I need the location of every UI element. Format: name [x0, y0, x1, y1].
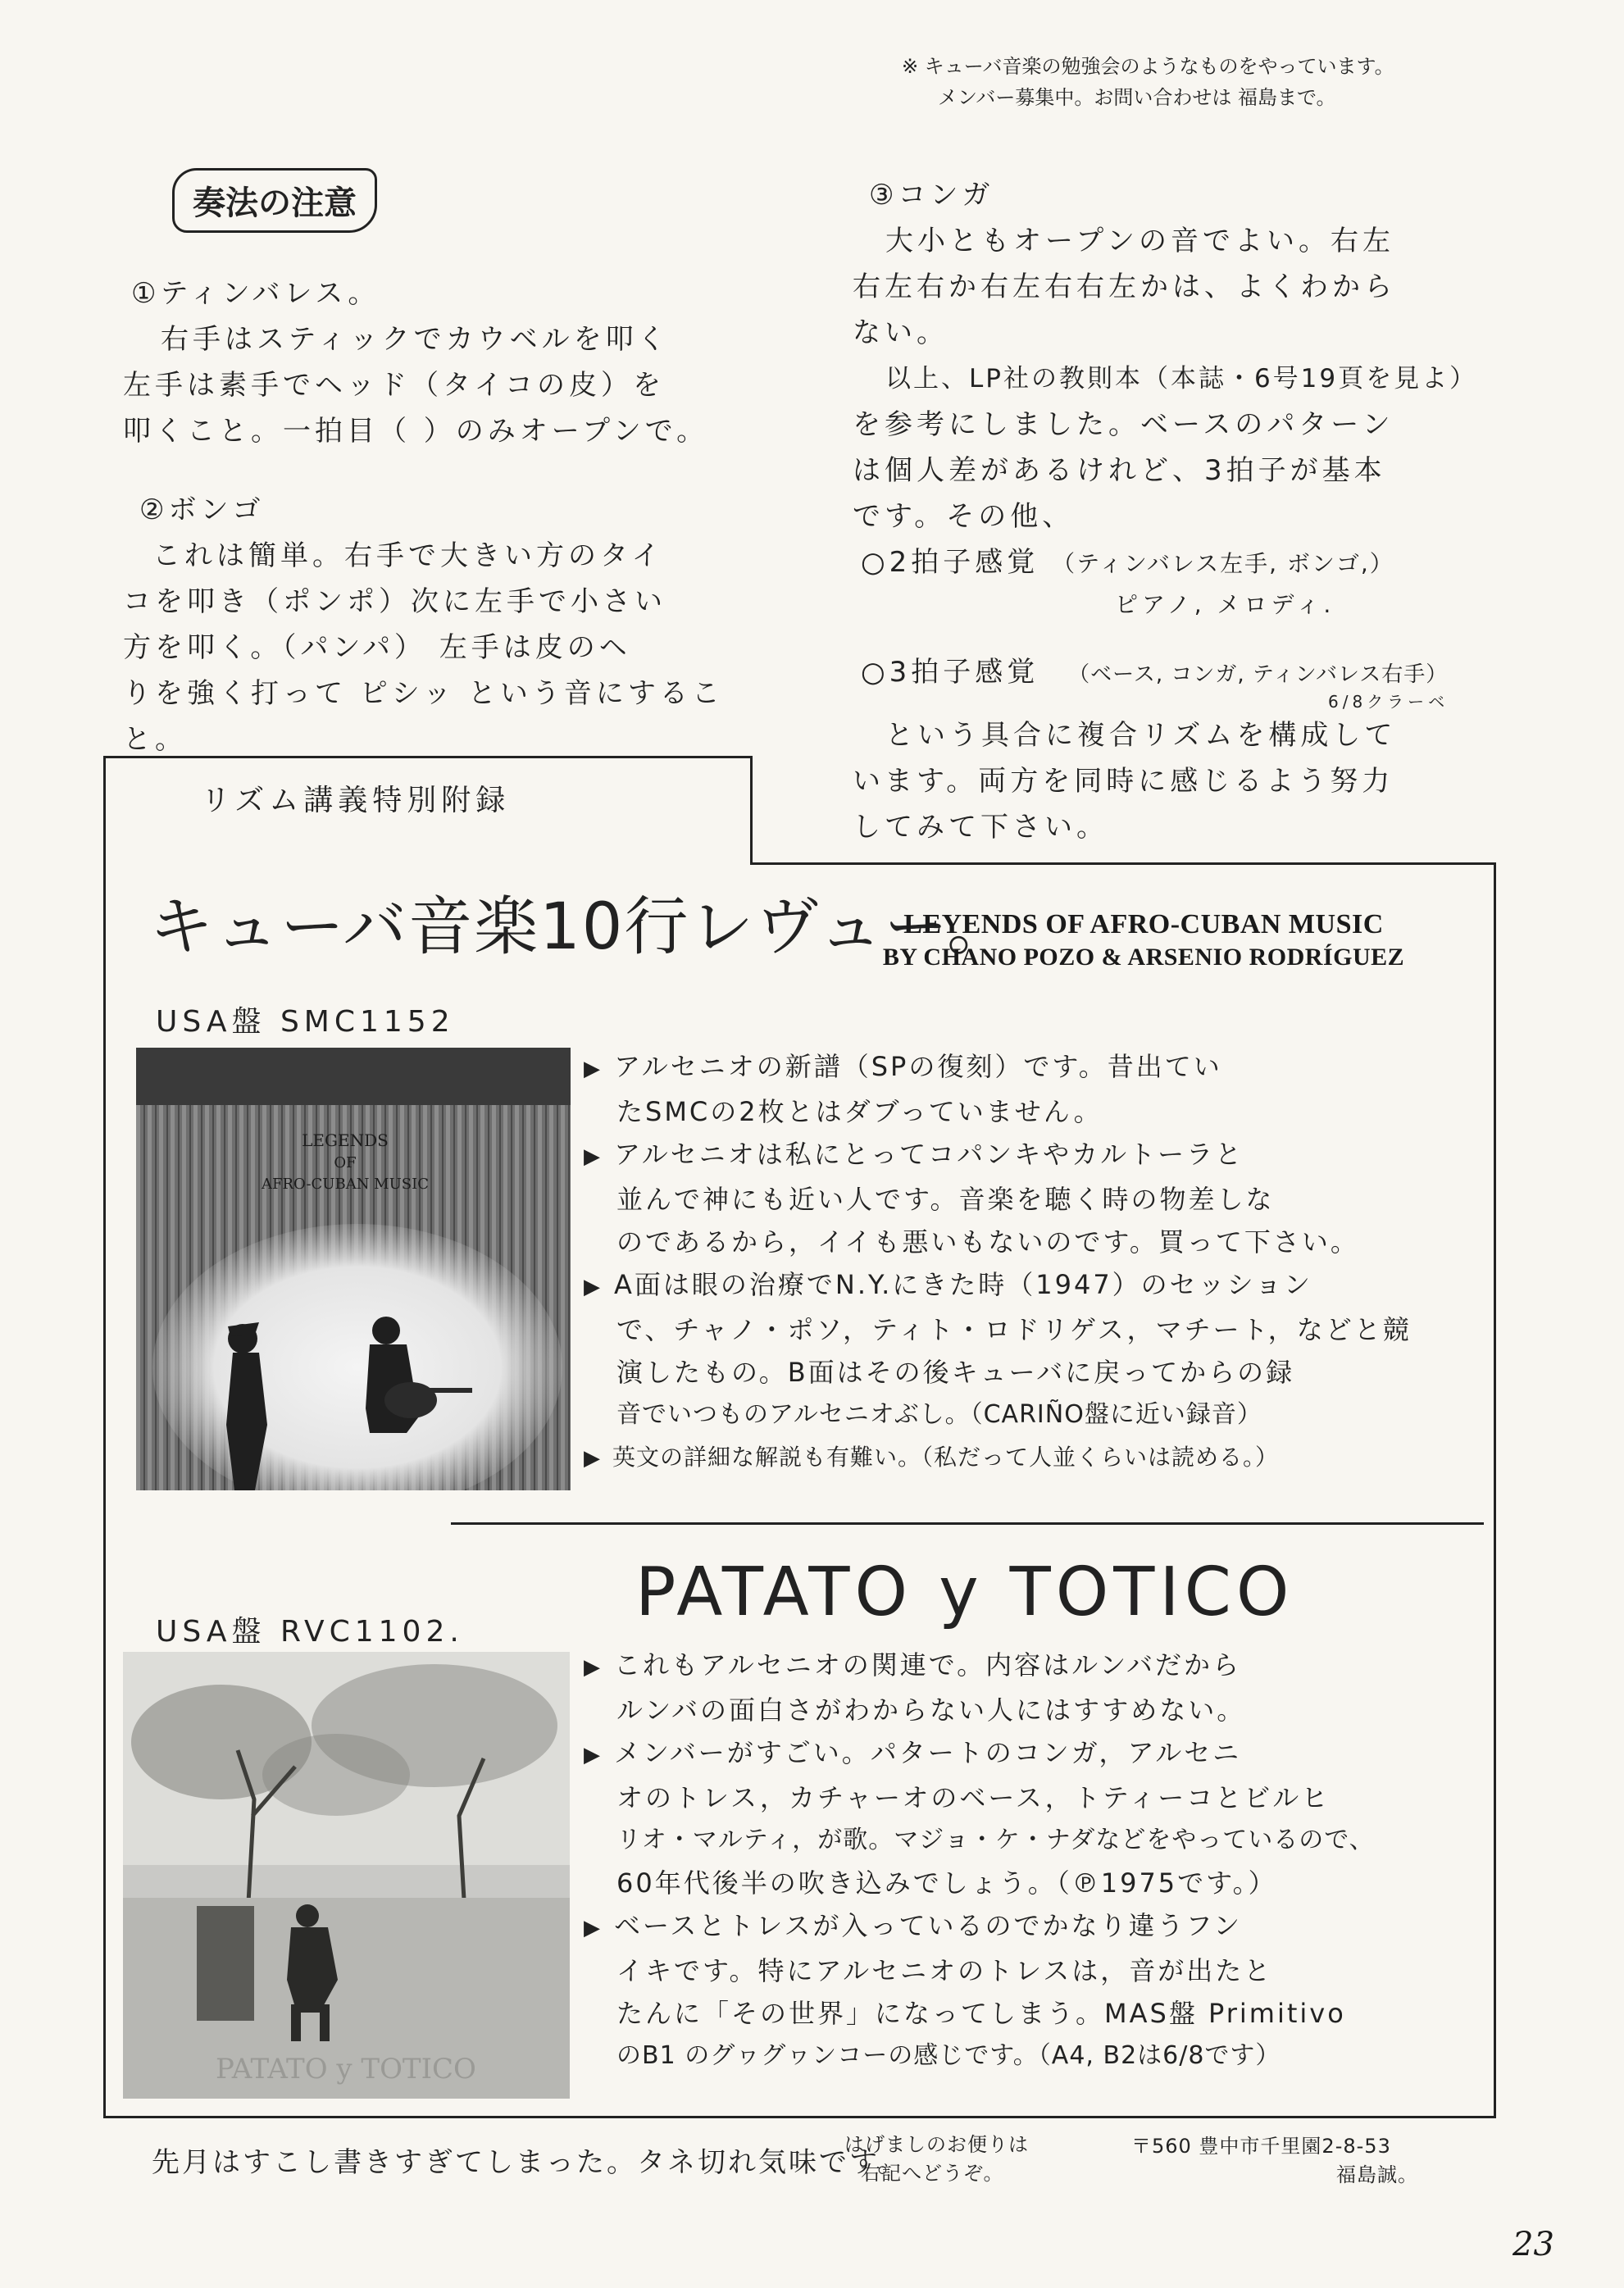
triangle-bullet-icon: ▶	[584, 1275, 603, 1299]
bullet-text: のB1 のグヮグヮンコーの感じです。（A4, B2は6/8です）	[616, 2041, 1281, 2070]
triangle-bullet-icon: ▶	[584, 1743, 603, 1767]
frame-top-right	[750, 862, 1496, 865]
feel-label: ○2拍子感覚	[861, 546, 1039, 579]
frame-right	[1494, 862, 1496, 2118]
triangle-bullet-icon: ▶	[584, 1655, 603, 1680]
review-bullet	[584, 1731, 1485, 1776]
page-number: 23	[1513, 2226, 1554, 2263]
clave-note: 6/8クラーベ	[1328, 692, 1449, 712]
bullet-text: 60年代後半の吹き込みでしょう。（℗1975です。）	[616, 1867, 1277, 1899]
text-line: います。両方を同時に感じるよう努力	[853, 765, 1394, 798]
text-line: 大小ともオープンの音でよい。右左	[885, 225, 1394, 257]
text-line: これは簡単。右手で大きい方のタイ	[152, 539, 664, 572]
bullet-text: ルンバの面白さがわからない人にはすすめない。	[616, 1694, 1246, 1726]
rhythm-feel-two	[853, 539, 1574, 587]
text-line: 方を叩く。（パンパ） 左手は皮のヘ	[123, 631, 631, 664]
frame-top-left	[105, 756, 753, 758]
bullet-text: アルセニオは私にとってコパンキやカルトーラと	[614, 1139, 1244, 1170]
album2-cover	[123, 1652, 570, 2099]
text-line: は個人差があるけれど、3拍子が基本	[853, 454, 1386, 487]
review-bullet	[584, 1644, 1485, 1689]
left-column	[123, 271, 746, 762]
album1-cover	[136, 1048, 571, 1490]
feel-items: （ベース, コンガ, ティンバレス右手）	[1068, 662, 1449, 687]
text-line: してみて下さい。	[853, 811, 1108, 844]
text-line: という具合に複合リズムを構成して	[885, 719, 1397, 752]
bullet-text: 英文の詳細な解説も有難い。（私だって人並くらいは読める。）	[612, 1444, 1280, 1471]
cover-text: AFRO-CUBAN MUSIC	[262, 1176, 429, 1193]
top-note-line: ※ キューバ音楽の勉強会のようなものをやっています。	[902, 55, 1394, 78]
album2-cover-image	[123, 1652, 570, 2099]
triangle-bullet-icon: ▶	[584, 1446, 601, 1471]
frame-left	[103, 756, 106, 2118]
album1-english-title	[820, 908, 1467, 974]
album1-cover-image	[136, 1048, 571, 1490]
text-line: 左手は素手でヘッド（タイコの皮）を	[123, 369, 665, 402]
album1-review	[584, 1045, 1485, 1480]
footer-note: 先月はすこし書きすぎてしまった。タネ切れ気味です。	[152, 2146, 908, 2179]
bullet-text: のであるから，イイも悪いもないのです。買って下さい。	[616, 1226, 1359, 1258]
review-bullet	[584, 1436, 1485, 1480]
review-bullet	[584, 1263, 1485, 1308]
cover-text: OF	[334, 1154, 357, 1171]
section-title: ②ボンゴ	[139, 494, 265, 526]
bullet-text: 音でいつものアルセニオぶし。（CARIÑO盤に近い録音）	[616, 1400, 1262, 1429]
feel-label: ○3拍子感覚	[861, 656, 1039, 689]
footer-mail-note	[844, 2128, 1029, 2186]
album1-artist-line: BY CHANO POZO & ARSENIO RODRÍGUEZ	[882, 944, 1405, 971]
review-divider	[451, 1522, 1484, 1525]
review-bullet	[584, 1045, 1485, 1090]
album2-title: PATATO y TOTICO	[635, 1553, 1294, 1631]
top-note	[902, 51, 1599, 113]
review-title: キューバ音楽10行レヴュー。	[149, 890, 1013, 964]
section-title: ③コンガ	[869, 179, 994, 212]
feel-items: （ティンバレス左手, ボンゴ,）	[1052, 550, 1394, 577]
triangle-bullet-icon: ▶	[584, 1144, 603, 1169]
review-bullet	[584, 1133, 1485, 1178]
album2-review	[584, 1644, 1485, 2077]
bullet-text: 演したもの。B面はその後キューバに戻ってからの録	[616, 1357, 1295, 1388]
bullet-text: オのトレス，カチャーオのベース，トティーコとビルヒ	[616, 1782, 1331, 1813]
text-line: 右左右か右左右右左かは、よくわから	[853, 271, 1396, 303]
album1-label: USA盤 SMC1152	[156, 1005, 455, 1039]
trash-bin	[197, 1906, 254, 2021]
bullet-text: たんに「その世界」になってしまう。MAS盤 Primitivo	[616, 1998, 1346, 2029]
bullet-text: これもアルセニオの関連で。内容はルンバだから	[614, 1649, 1242, 1681]
top-note-line: メンバー募集中。お問い合わせは 福島まで。	[938, 86, 1336, 109]
right-column	[853, 172, 1574, 850]
text-line: を参考にしました。ベースのパターン	[853, 408, 1394, 441]
bullet-text: リオ・マルティ，が歌。マジョ・ケ・ナダなどをやっているので、	[616, 1826, 1375, 1854]
frame-bottom	[103, 2116, 1496, 2118]
frame-step	[750, 756, 753, 865]
bullet-text: たSMCの2枚とはダブっていません。	[616, 1096, 1103, 1127]
bullet-text: アルセニオの新譜（SPの復刻）です。昔出てい	[614, 1051, 1222, 1082]
text-line: コを叩き（ポンポ）次に左手で小さい	[123, 585, 666, 618]
address-line: 〒560 豊中市千里園2-8-53	[1131, 2135, 1391, 2158]
bullet-text: A面は眼の治療でN.Y.にきた時（1947）のセッション	[614, 1269, 1313, 1300]
bullet-text: ベースとトレスが入っているのでかなり違うフン	[614, 1910, 1243, 1941]
bullet-text: 並んで神にも近い人です。音楽を聴く時の物差しな	[616, 1184, 1275, 1215]
bullet-text: で、チャノ・ポソ，ティト・ロドリゲス，マチート，などと競	[616, 1314, 1412, 1345]
appendix-tab-label: リズム講義特別附録	[201, 784, 511, 817]
album1-title-line: LEYENDS OF AFRO-CUBAN MUSIC	[903, 909, 1384, 939]
section-heading: 奏法の注意	[172, 168, 377, 233]
bullet-text: イキです。特にアルセニオのトレスは，音が出たと	[616, 1955, 1273, 1986]
cover-text: PATATO y TOTICO	[216, 2053, 476, 2086]
mail-line: はげましのお便りは	[844, 2133, 1029, 2156]
cover-text: LEGENDS	[302, 1130, 389, 1150]
triangle-bullet-icon: ▶	[584, 1057, 603, 1081]
text-line: りを強く打って ピシッ という音にすること。	[123, 677, 724, 756]
review-bullet	[584, 1904, 1485, 1949]
text-line: 叩くこと。一拍目（ ）のみオープンで。	[123, 415, 709, 448]
text-line: 以上、LP社の教則本（本誌・6号19頁を見よ）	[885, 364, 1478, 393]
section-title: ①ティンバレス。	[131, 277, 380, 310]
mail-line: 右記へどうぞ。	[861, 2162, 1004, 2185]
address-name: 福島誠。	[1336, 2163, 1418, 2186]
footer-address	[1131, 2130, 1418, 2187]
triangle-bullet-icon: ▶	[584, 1916, 603, 1940]
text-line: です。その他、	[853, 500, 1075, 533]
album2-label: USA盤 RVC1102.	[156, 1615, 464, 1649]
feel-items-continued: ピアノ, メロディ.	[1115, 591, 1335, 618]
text-line: 右手はスティックでカウベルを叩く	[161, 323, 670, 356]
text-line: ない。	[853, 316, 948, 349]
bullet-text: メンバーがすごい。パタートのコンガ，アルセニ	[614, 1737, 1242, 1768]
